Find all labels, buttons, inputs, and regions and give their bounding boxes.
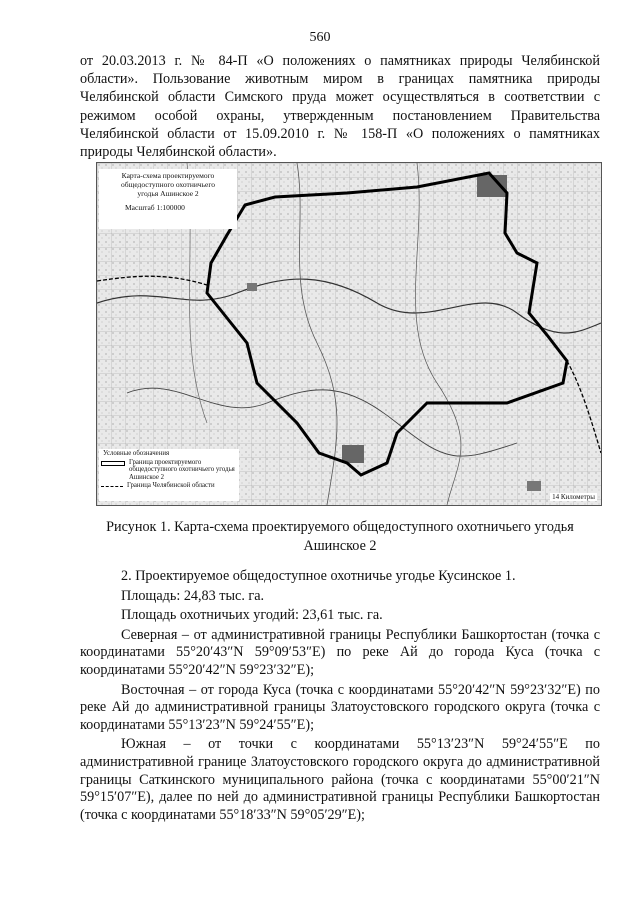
map-title-line: Карта-схема проектируемого xyxy=(121,171,215,180)
boundary-symbol-icon xyxy=(101,461,125,466)
map-legend xyxy=(99,449,239,501)
legend-title: Условные обозначения xyxy=(103,450,170,457)
paragraph: Площадь охотничьих угодий: 23,61 тыс. га. xyxy=(121,607,383,624)
paragraph: Восточная – от города Куса (точка с координатами 55°20′42″N 59°23′32″E) по реке Ай до административной границы Златоустовского городского округа (точка с координатами 55°13′23″N 59°24′55″E); xyxy=(80,681,600,733)
legend-item-label: Граница проектируемого общедоступного охотничьего угодья Ашинское 2 xyxy=(129,458,235,481)
intro-text: от 20.03.2013 г. № 84-П «О положениях о памятниках природы Челябинской области». Пользование животным миром в границах памятника природы Челябинской области Симского пруда может осуществляться в соответствии с режимом особой охраны, утвержденным постановлением Правительства Челябинской области от 15.09.2010 г. № 158-П «О положениях о памятниках природы Челябинской области». xyxy=(80,53,600,161)
legend-item xyxy=(99,459,239,482)
intro-paragraph xyxy=(80,52,600,161)
map-title-line: общедоступного охотничьего xyxy=(120,180,216,189)
page-number: 560 xyxy=(309,30,331,45)
map-figure xyxy=(96,162,602,506)
paragraph: Южная – от точки с координатами 55°13′23″N 59°24′55″E по административной границе Златоустовского городского округа до административной границы Саткинского муниципального района (точка с координатами 55°00′21″N 59°15′07″E), далее по ней до административной границы Республики Башкортостан (точка с координатами 55°18′33″N 59°05′29″E); xyxy=(80,736,600,823)
paragraph: Площадь: 24,83 тыс. га. xyxy=(121,587,265,604)
map-title-box xyxy=(99,169,237,229)
map-scalebar: 14 Километры xyxy=(552,493,595,501)
body-text xyxy=(80,568,600,826)
legend-item-label: Граница Челябинской области xyxy=(127,482,215,490)
paragraph: 2. Проектируемое общедоступное охотничье угодье Кусинское 1. xyxy=(121,568,516,584)
map-title-line: угодья Ашинское 2 xyxy=(137,189,199,198)
paragraph: Северная – от административной границы Республики Башкортостан (точка с координатами 55°20′43″N 59°09′53″E) по реке Ай до города Куса (точка с координатами 55°20′42″N 59°23′32″E); xyxy=(80,626,600,678)
legend-item xyxy=(99,482,239,493)
oblast-boundary-symbol-icon xyxy=(101,486,123,493)
figure-caption: Рисунок 1. Карта-схема проектируемого общедоступного охотничьего угодья Ашинское 2 xyxy=(106,519,574,554)
map-scale: Масштаб 1:100000 xyxy=(125,203,185,212)
